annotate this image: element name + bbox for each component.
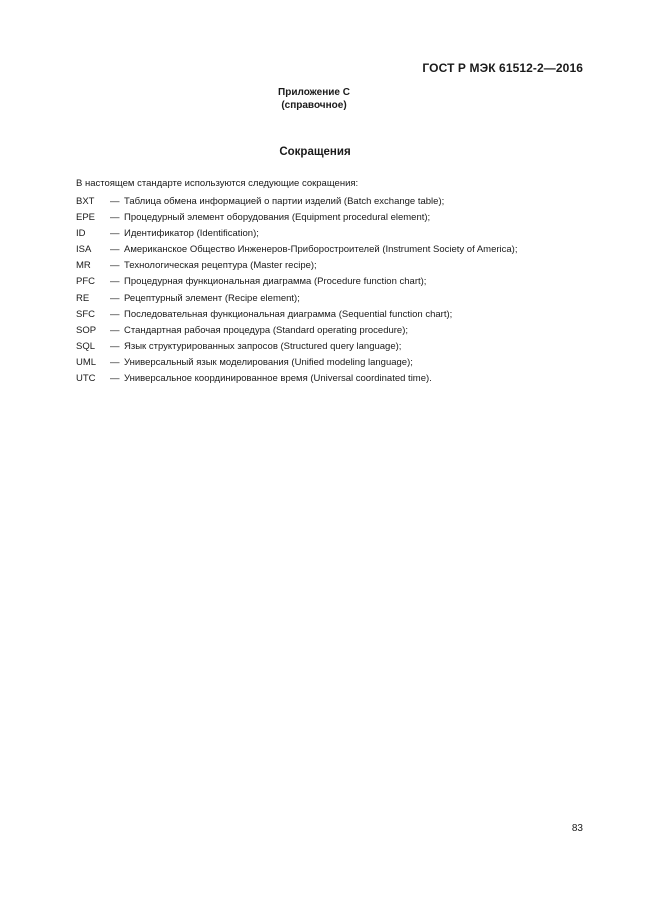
standard-identifier: ГОСТ Р МЭК 61512-2—2016: [422, 61, 583, 75]
abbreviation-dash: —: [110, 212, 120, 224]
abbreviation-row: [76, 371, 518, 387]
abbreviation-dash: —: [110, 260, 120, 272]
abbreviation-dash: —: [110, 244, 120, 256]
appendix-heading: [0, 86, 628, 112]
abbreviation-code: EPE: [76, 212, 96, 224]
abbreviation-code: MR: [76, 260, 91, 272]
abbreviation-code: SQL: [76, 340, 96, 352]
intro-paragraph: В настоящем стандарте используются следующие сокращения:: [76, 178, 359, 189]
abbreviation-row: [76, 258, 518, 274]
abbreviation-definition: Технологическая рецептура (Master recipe);: [124, 260, 317, 272]
abbreviation-row: [76, 355, 518, 371]
abbreviation-row: [76, 226, 518, 242]
section-title: Сокращения: [279, 146, 351, 158]
abbreviation-definition: Последовательная функциональная диаграмма (Sequential function chart);: [124, 308, 453, 320]
abbreviation-definition: Идентификатор (Identification);: [124, 228, 259, 240]
abbreviation-code: UTC: [76, 373, 96, 385]
abbreviation-dash: —: [110, 340, 120, 352]
abbreviation-dash: —: [110, 324, 120, 336]
abbreviation-definition: Стандартная рабочая процедура (Standard operating procedure);: [124, 324, 409, 336]
abbreviation-code: UML: [76, 356, 97, 368]
abbreviation-dash: —: [110, 276, 120, 288]
abbreviation-definition: Американское Общество Инженеров-Приборостроителей (Instrument Society of America);: [124, 244, 518, 256]
abbreviation-row: [76, 291, 518, 307]
abbreviation-definition: Универсальный язык моделирования (Unified modeling language);: [124, 356, 413, 368]
appendix-subtitle: (справочное): [281, 100, 347, 111]
abbreviation-definition: Язык структурированных запросов (Structured query language);: [124, 340, 402, 352]
abbreviation-dash: —: [110, 373, 120, 385]
abbreviation-definition: Таблица обмена информацией о партии изделий (Batch exchange table);: [124, 196, 445, 207]
abbreviation-row: [76, 242, 518, 258]
abbreviation-code: ISA: [76, 244, 92, 256]
page-number: 83: [571, 823, 583, 834]
abbreviation-code: BXT: [76, 196, 95, 207]
abbreviation-dash: —: [110, 308, 120, 320]
abbreviation-code: ID: [76, 228, 86, 240]
appendix-title: Приложение С: [278, 87, 350, 98]
abbreviation-row: [76, 210, 518, 226]
abbreviation-dash: —: [110, 196, 120, 207]
abbreviation-definition: Рецептурный элемент (Recipe element);: [124, 292, 300, 304]
abbreviation-dash: —: [110, 228, 120, 240]
abbreviation-row: [76, 323, 518, 339]
abbreviation-code: SOP: [76, 324, 97, 336]
abbreviation-dash: —: [110, 292, 120, 304]
abbreviation-row: [76, 307, 518, 323]
abbreviation-code: RE: [76, 292, 90, 304]
abbreviation-definition: Процедурная функциональная диаграмма (Procedure function chart);: [124, 276, 427, 288]
abbreviation-definition: Процедурный элемент оборудования (Equipment procedural element);: [124, 212, 431, 224]
abbreviation-row: [76, 194, 518, 210]
abbreviation-code: SFC: [76, 308, 95, 320]
abbreviation-row: [76, 274, 518, 290]
abbreviation-dash: —: [110, 356, 120, 368]
abbreviation-row: [76, 339, 518, 355]
abbreviation-code: PFC: [76, 276, 95, 288]
abbreviation-definition: Универсальное координированное время (Universal coordinated time).: [124, 373, 432, 385]
abbreviation-list: [76, 194, 518, 387]
